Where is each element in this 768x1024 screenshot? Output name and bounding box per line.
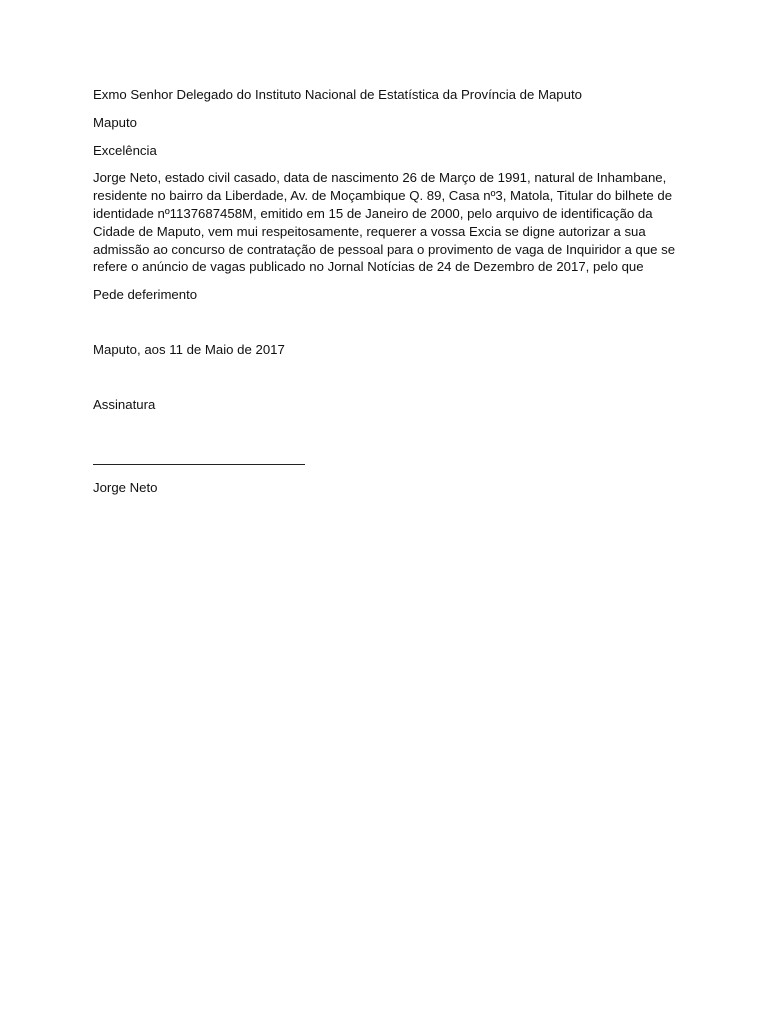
spacer xyxy=(93,369,673,396)
place-date: Maputo, aos 11 de Maio de 2017 xyxy=(93,341,285,357)
letter-body xyxy=(93,86,676,506)
paragraph-line: admissão ao concurso de contratação de pessoal para o provimento de vaga de Inquiridor a que se xyxy=(93,241,676,257)
paragraph-line: refere o anúncio de vagas publicado no Jornal Notícias de 24 de Dezembro de 2017, pelo que xyxy=(93,259,644,275)
spacer xyxy=(93,314,673,341)
addressee: Exmo Senhor Delegado do Instituto Nacional de Estatística da Província de Maputo xyxy=(93,87,582,102)
closing-request: Pede deferimento xyxy=(93,287,198,303)
paragraph-line: Cidade de Maputo, vem mui respeitosamente, requerer a vossa Excia se digne autorizar a sua xyxy=(93,223,646,239)
salutation: Excelência xyxy=(93,142,157,158)
paragraph-line: identidade nº1137687458M, emitido em 15 de Janeiro de 2000, pelo arquivo de identificação da xyxy=(93,205,653,221)
paragraph-line: Jorge Neto, estado civil casado, data de nascimento 26 de Março de 1991, natural de Inhambane, xyxy=(93,170,667,186)
signature-label: Assinatura xyxy=(93,396,156,412)
city: Maputo xyxy=(93,114,137,130)
spacer xyxy=(93,424,673,464)
signature-line xyxy=(93,464,305,465)
request-paragraph xyxy=(93,169,676,276)
paragraph-line: residente no bairro da Liberdade, Av. de Moçambique Q. 89, Casa nº3, Matola, Titular do bilhete de xyxy=(93,188,673,204)
signer-name: Jorge Neto xyxy=(93,479,158,495)
